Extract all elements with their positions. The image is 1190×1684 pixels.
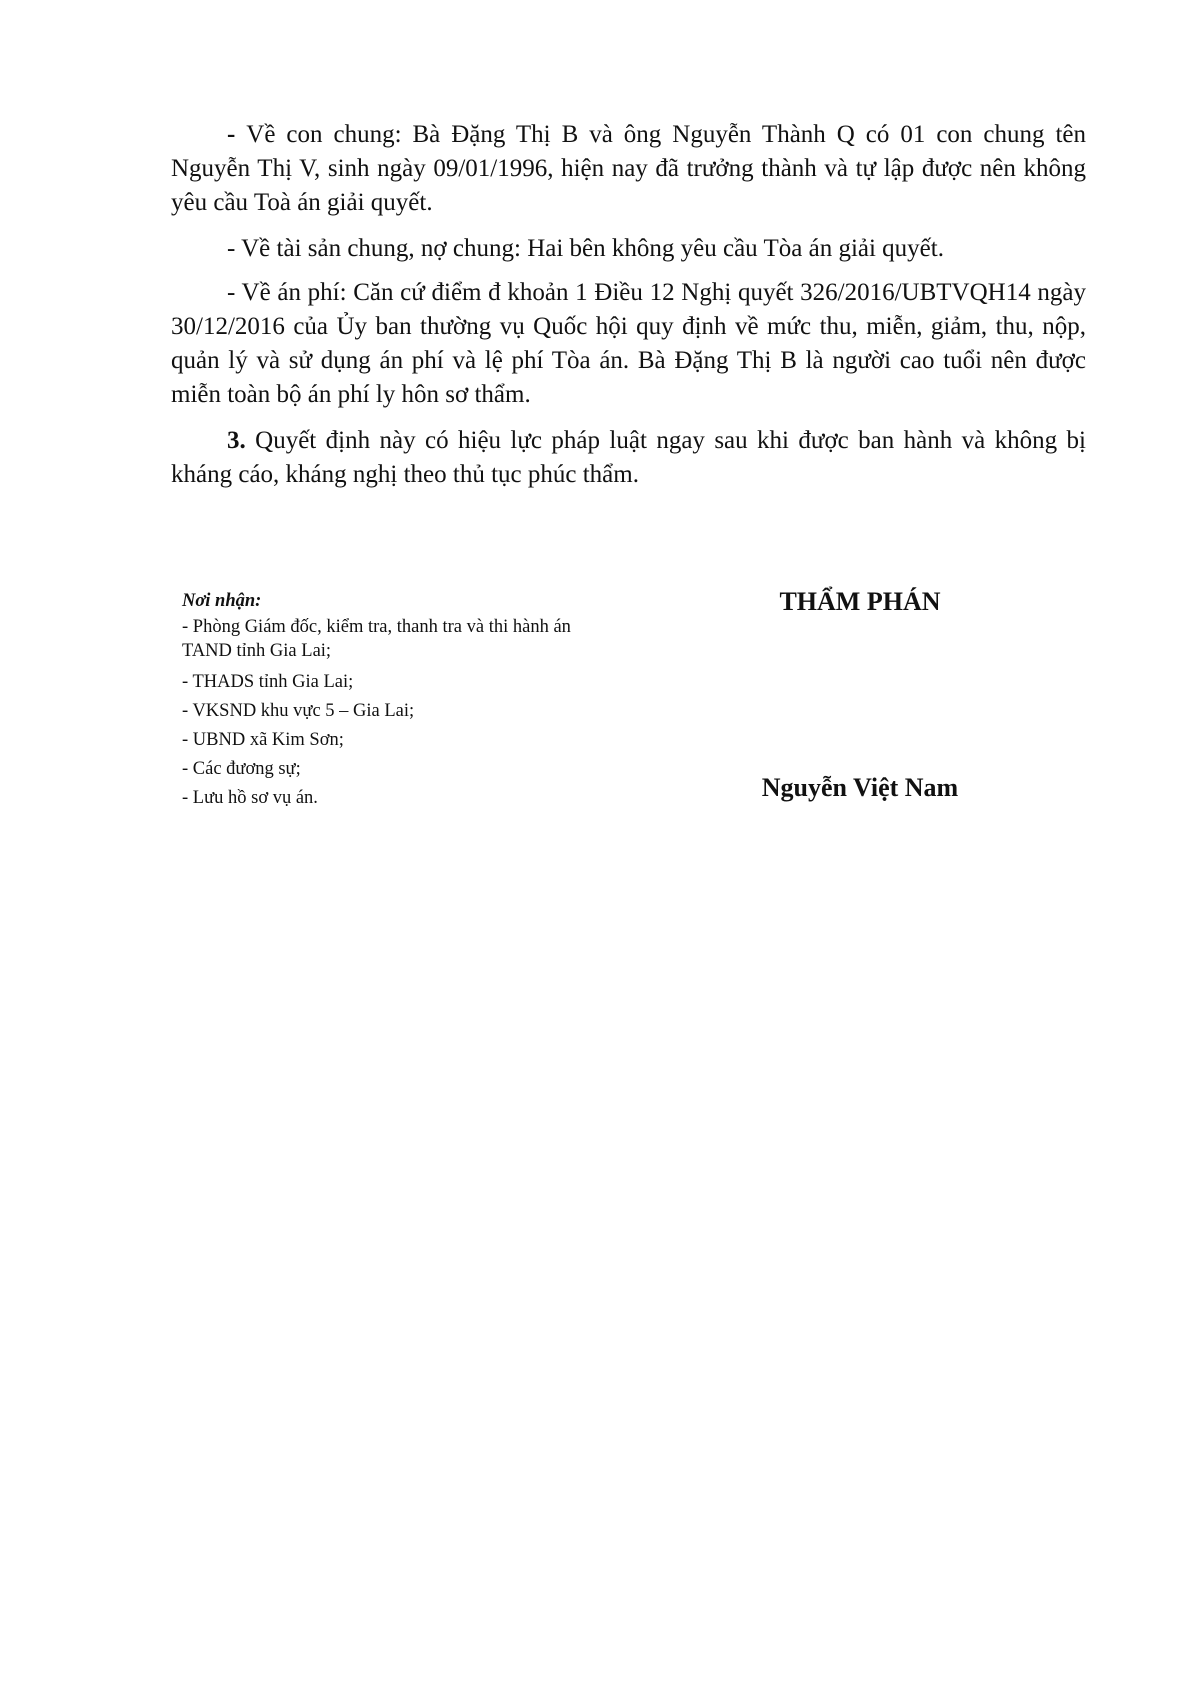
recipient-item: - THADS tỉnh Gia Lai; [182, 672, 354, 692]
paragraph-children-dash: - [227, 121, 247, 148]
recipient-item: - Phòng Giám đốc, kiểm tra, thanh tra và thi hành án TAND tỉnh Gia Lai; [182, 617, 571, 661]
paragraph-court-fee: - Về án phí: Căn cứ điểm đ khoản 1 Điều 12 Nghị quyết 326/2016/UBTVQH14 ngày 30/12/2016 của Ủy ban thường vụ Quốc hội quy định về mức thu, miễn, giảm, thu, nộp, quản lý và sử dụng án phí và lệ phí Tòa án. Bà Đặng Thị B là người cao tuổi nên được miễn toàn bộ án phí ly hôn sơ thẩm. [171, 279, 1086, 408]
recipient-item: - Lưu hồ sơ vụ án. [182, 788, 318, 808]
paragraph-effect-text: Quyết định này có hiệu lực pháp luật ngay sau khi được ban hành và không bị kháng cáo, kháng nghị theo thủ tục phúc thẩm. [171, 427, 1086, 488]
recipient-item: - UBND xã Kim Sơn; [182, 730, 344, 750]
signature-block [720, 585, 1000, 802]
paragraph-effect [171, 424, 1086, 492]
recipients-block [182, 589, 602, 813]
paragraph-property: - Về tài sản chung, nợ chung: Hai bên không yêu cầu Tòa án giải quyết. [227, 235, 944, 262]
paragraph-children [171, 118, 1086, 220]
recipient-item: - Các đương sự; [182, 759, 301, 779]
judge-name: Nguyễn Việt Nam [761, 773, 959, 802]
paragraph-effect-number: 3. [227, 427, 246, 454]
recipient-item: - VKSND khu vực 5 – Gia Lai; [182, 701, 415, 721]
recipients-heading: Nơi nhận: [182, 591, 262, 611]
judge-title: THẨM PHÁN [779, 587, 941, 616]
paragraph-children-text: Về con chung: Bà Đặng Thị B và ông Nguyễn Thành Q có 01 con chung tên Nguyễn Thị V, sinh ngày 09/01/1996, hiện nay đã trưởng thành và tự lập được nên không yêu cầu Toà án giải quyết. [171, 121, 1086, 216]
decision-body [171, 118, 1086, 504]
